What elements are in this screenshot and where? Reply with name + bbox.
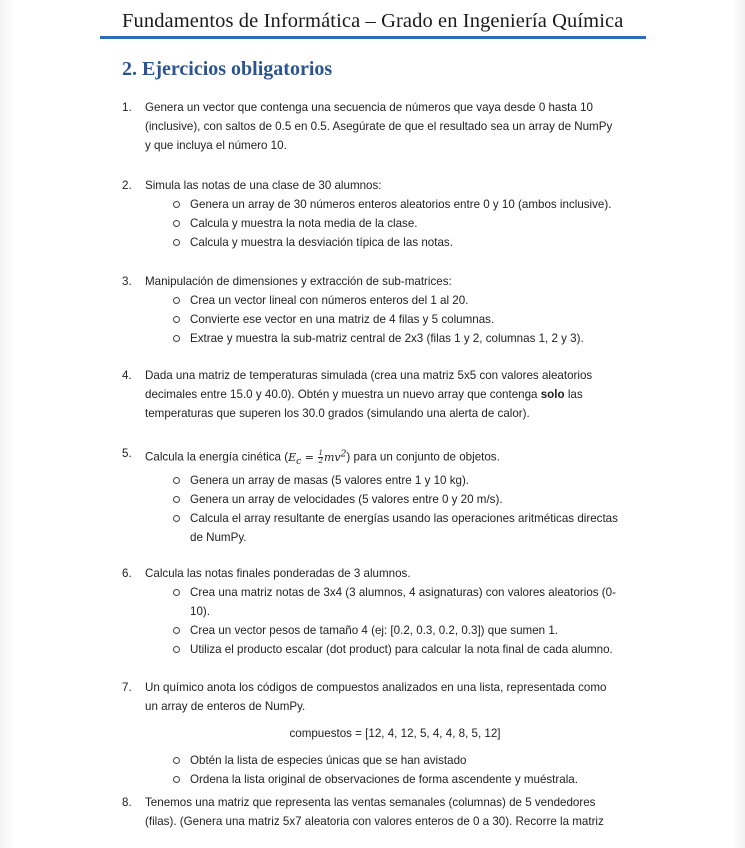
sub-item: Convierte ese vector en una matriz de 4 filas y 5 columnas.: [190, 310, 647, 329]
exercise-number: 1.: [122, 101, 132, 114]
bullet-circle-icon: [173, 646, 180, 653]
bullet-circle-icon: [173, 589, 180, 596]
bullet-circle-icon: [173, 477, 180, 484]
exercise-number: 4.: [122, 369, 132, 382]
sub-item: Genera un array de 30 números enteros aleatorios entre 0 y 10 (ambos inclusive).: [190, 195, 647, 214]
exercise-2: [122, 176, 647, 252]
exercise-text: Simula las notas de una clase de 30 alumnos:: [145, 179, 382, 192]
bullet-circle-icon: [173, 335, 180, 342]
exercise-text: un array de enteros de NumPy.: [145, 700, 306, 713]
exercise-8: [122, 793, 647, 831]
exercise-text: (filas). (Genera una matriz 5x7 aleatoria con valores enteros de 0 a 30). Recorre la matriz: [145, 815, 604, 828]
sub-item: Crea una matriz notas de 3x4 (3 alumnos, 4 asignaturas) con valores aleatorios (0-: [190, 583, 647, 602]
bullet-circle-icon: [173, 776, 180, 783]
exercise-number: 8.: [122, 796, 132, 809]
exercise-number: 5.: [122, 447, 132, 460]
sub-item-continuation: 10).: [190, 605, 210, 618]
bullet-circle-icon: [173, 515, 180, 522]
exercise-4: [122, 366, 647, 423]
sub-item: Crea un vector pesos de tamaño 4 (ej: [0.2, 0.3, 0.2, 0.3]) que sumen 1.: [190, 621, 647, 640]
sub-item: Calcula y muestra la nota media de la clase.: [190, 214, 647, 233]
exercise-number: 2.: [122, 179, 132, 192]
exercise-text: Dada una matriz de temperaturas simulada (crea una matriz 5x5 con valores aleatorios: [145, 369, 593, 382]
exercise-text: y que incluya el número 10.: [145, 139, 287, 152]
sub-item: Genera un array de masas (5 valores entre 1 y 10 kg).: [190, 471, 647, 490]
section-title: 2. Ejercicios obligatorios: [122, 58, 333, 80]
sub-item-continuation: de NumPy.: [190, 530, 247, 544]
fraction: $\frac{1}{2}$: [318, 449, 323, 466]
exercise-3: [122, 272, 647, 348]
exercise-text: Un químico anota los códigos de compuestos analizados en una lista, representada como: [145, 681, 607, 694]
bold-word: solo: [540, 388, 565, 401]
exercise-text: decimales entre 15.0 y 40.0). Obtén y muestra un nuevo array que contenga solo las: [145, 388, 583, 401]
exercise-number: 7.: [122, 681, 132, 694]
document-header: Fundamentos de Informática – Grado en Ingeniería Química: [122, 10, 624, 32]
bullet-circle-icon: [173, 220, 180, 227]
bullet-circle-icon: [173, 297, 180, 304]
exercise-number: 3.: [122, 275, 132, 288]
sub-item: Obtén la lista de especies únicas que se han avistado: [190, 751, 647, 770]
sub-item: Calcula y muestra la desviación típica de las notas.: [190, 233, 647, 252]
sub-item: Crea un vector lineal con números enteros del 1 al 20.: [190, 291, 647, 310]
sub-item: Calcula el array resultante de energías usando las operaciones aritméticas directas: [190, 509, 647, 528]
sub-item: Utiliza el producto escalar (dot product) para calcular la nota final de cada alumno.: [190, 640, 647, 659]
sub-item: Ordena la lista original de observaciones de forma ascendente y muéstrala.: [190, 770, 647, 789]
bullet-circle-icon: [173, 627, 180, 634]
exercise-text: Manipulación de dimensiones y extracción de sub-matrices:: [145, 275, 452, 288]
exercise-text: Genera un vector que contenga una secuencia de números que vaya desde 0 hasta 10: [145, 101, 593, 114]
bullet-circle-icon: [173, 757, 180, 764]
exercise-7: [122, 678, 647, 789]
bullet-circle-icon: [173, 496, 180, 503]
sub-item: Genera un array de velocidades (5 valores entre 0 y 20 m/s).: [190, 490, 647, 509]
code-line: compuestos = [12, 4, 12, 5, 4, 4, 8, 5, 12]: [289, 727, 501, 740]
exercise-6: [122, 564, 647, 659]
exercise-text: Calcula las notas finales ponderadas de 3 alumnos.: [145, 567, 411, 580]
exercise-text: temperaturas que superen los 30.0 grados (simulando una alerta de calor).: [145, 407, 530, 420]
bullet-circle-icon: [173, 316, 180, 323]
bullet-circle-icon: [173, 201, 180, 208]
exercise-text: Calcula la energía cinética ($E_c$ = $\frac{1}{2}$ $mv^2$) para un conjunto de objetos.: [145, 448, 500, 467]
exercise-number: 6.: [122, 567, 132, 580]
exercise-text: (inclusive), con saltos de 0.5 en 0.5. Asegúrate de que el resultado sea un array de NumPy: [145, 120, 613, 133]
bullet-circle-icon: [173, 239, 180, 246]
kinetic-energy-formula: $E_c$ = $\frac{1}{2}$ $mv^2$: [288, 448, 347, 467]
header-rule: [100, 36, 646, 39]
exercise-text: Tenemos una matriz que representa las ventas semanales (columnas) de 5 vendedores: [145, 796, 596, 809]
sub-item: Extrae y muestra la sub-matriz central de 2x3 (filas 1 y 2, columnas 1, 2 y 3).: [190, 329, 647, 348]
exercise-1: [122, 98, 647, 155]
exercise-5: [122, 444, 647, 547]
